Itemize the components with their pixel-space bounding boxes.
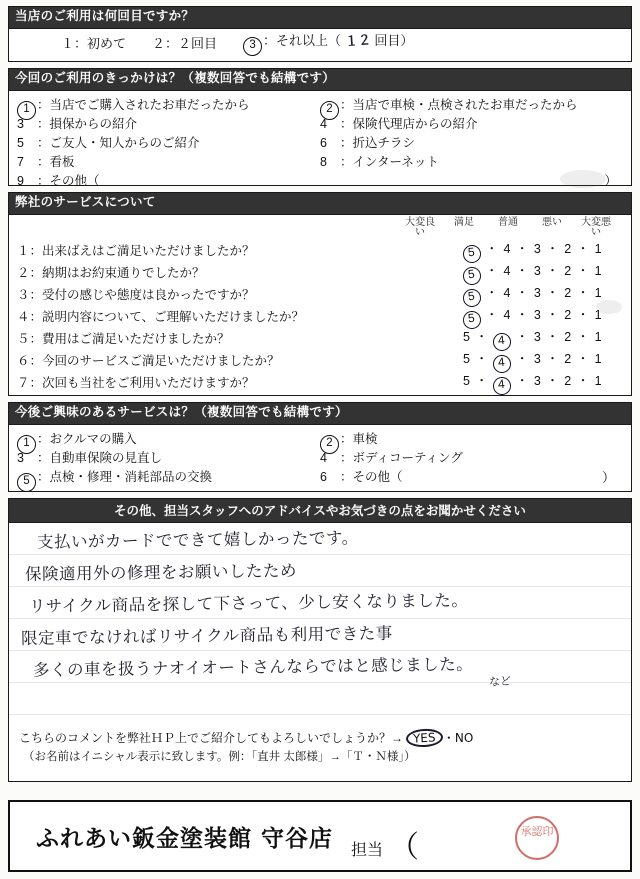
q1-title: 当店のご利用は何回目ですか？ [9, 7, 631, 29]
handwritten-line-2: 保険適用外の修理をお願いしたため [24, 561, 298, 584]
q3-row-6-v2[interactable]: 2 [564, 352, 573, 367]
q3-row-4-selected: 5 [462, 310, 482, 330]
table-row [17, 285, 623, 307]
table-row [17, 373, 623, 395]
hp-initial-note: （お名前はイニシャル表示に致します。例：「直井 太郎様」→「Ｔ・Ｎ様」） [23, 751, 416, 763]
q3-body [9, 215, 631, 401]
q3-row-6-v1[interactable]: 1 [594, 352, 603, 367]
hp-permission-row [9, 727, 631, 747]
q3-row-1-label: １：出来ばえはご満足いただけましたか？ [17, 244, 255, 259]
hp-permission-question: こちらのコメントを弊社ＨＰ上でご紹介してもよろしいでしょうか？→ [19, 731, 404, 745]
approval-stamp-icon: 承認印 [515, 816, 559, 860]
q1-option-3-label: ：それ以上（ [263, 32, 342, 48]
q4-option-6-number: 6 [320, 469, 327, 484]
hp-answer-no[interactable]: NO [454, 731, 474, 745]
q3-row-5-v1[interactable]: 1 [594, 330, 603, 345]
shop-footer [8, 800, 632, 872]
q4-option-5-number: 5 [17, 473, 36, 492]
q2-option-3-number: 3 [17, 116, 24, 131]
comments-title: その他、担当スタッフへのアドバイスやお気づきの点をお聞かせください [9, 499, 631, 523]
shop-name: ふれあい鈑金塗装館 守谷店 [36, 825, 334, 852]
table-row [17, 241, 623, 263]
question-service-rating [8, 192, 632, 396]
q3-row-1-selected: 5 [462, 244, 482, 264]
hp-answer-yes[interactable]: YES [406, 728, 443, 748]
q3-row-1-v1[interactable]: 1 [594, 242, 603, 257]
table-row [17, 307, 623, 329]
q1-options [9, 29, 631, 57]
q3-row-3-v3[interactable]: 3 [533, 286, 542, 301]
q4-option-6-label: ：その他（ [340, 469, 403, 484]
q1-option-1[interactable]: １：初めて [61, 36, 127, 52]
q3-row-1-scale[interactable]: 5 ・ 4 ・ 3 ・ 2 ・ 1 [463, 240, 623, 263]
q3-row-6-v5[interactable]: 5 [463, 352, 471, 367]
q4-option-5[interactable] [17, 468, 320, 487]
q4-right-column [320, 430, 623, 488]
q2-option-9-label: ：その他（ [37, 173, 100, 188]
q3-row-4-scale[interactable]: 5 ・ 4 ・ 3 ・ 2 ・ 1 [463, 306, 623, 329]
table-row [17, 351, 623, 373]
q2-option-2[interactable] [320, 96, 623, 115]
q2-option-2-number: 2 [320, 101, 339, 120]
q3-row-4-v4[interactable]: 4 [503, 308, 512, 323]
q2-option-8-number: 8 [320, 154, 327, 169]
free-comment-section [8, 498, 632, 782]
q3-row-2-v4[interactable]: 4 [503, 264, 512, 279]
q2-title: 今回のご利用のきっかけは？（複数回答でも結構です） [9, 69, 631, 91]
q1-handwritten-count: １２ [344, 32, 372, 50]
q2-option-4-label: ：保険代理店からの紹介 [340, 116, 478, 131]
q3-row-7-selected: 4 [493, 376, 513, 396]
q3-row-7-v5[interactable]: 5 [463, 374, 471, 389]
q3-scale-header-4: 悪い [542, 216, 562, 228]
q3-row-5-label: ５：費用はご満足いただけましたか？ [17, 332, 230, 347]
q3-scale-header-2: 満足 [454, 216, 474, 228]
q3-row-5-v2[interactable]: 2 [564, 330, 573, 345]
q3-row-7-scale[interactable]: 5 ・ 4 ・ 3 ・ 2 ・ 1 [463, 372, 623, 395]
q4-body [9, 425, 631, 494]
q4-title: 今後ご興味のあるサービスは？（複数回答でも結構です） [9, 403, 631, 425]
q3-row-3-label: ３：受付の感じや態度は良かったですか？ [17, 288, 255, 303]
table-row [17, 329, 623, 351]
q3-row-4-v2[interactable]: 2 [564, 308, 573, 323]
q3-scale-header-3: 普通 [498, 216, 518, 228]
q3-row-2-v3[interactable]: 3 [533, 264, 542, 279]
handwritten-comment-area[interactable] [9, 523, 631, 727]
question-visit-reason [8, 68, 632, 186]
q2-option-5-label: ：ご友人・知人からのご紹介 [37, 135, 200, 150]
q2-option-8-label: ：インターネット [340, 154, 439, 169]
q3-row-3-scale[interactable]: 5 ・ 4 ・ 3 ・ 2 ・ 1 [463, 284, 623, 307]
q3-row-5-v3[interactable]: 3 [533, 330, 542, 345]
staff-field-paren[interactable]: （ [389, 831, 420, 864]
q3-row-3-v1[interactable]: 1 [594, 286, 603, 301]
q3-row-6-scale[interactable]: 5 ・ 4 ・ 3 ・ 2 ・ 1 [463, 350, 623, 373]
q3-row-7-label: ７：次回も当社をご利用いただけますか？ [17, 376, 255, 391]
q4-option-6[interactable] [320, 468, 623, 487]
q4-option-2[interactable] [320, 430, 623, 449]
q3-row-5-selected: 4 [493, 332, 513, 352]
q2-option-7[interactable] [17, 153, 320, 172]
q3-scale-headers [17, 218, 623, 239]
q2-option-1-number: 1 [17, 101, 36, 120]
q2-option-1-label: ：当店でご購入されたお車だったから [37, 97, 250, 112]
q3-row-1-v4[interactable]: 4 [503, 242, 512, 257]
q3-scale-header-5: 大変悪い [581, 216, 611, 239]
q2-option-7-number: 7 [17, 154, 24, 169]
q2-option-3[interactable] [17, 115, 320, 134]
hp-answer-separator: ・ [442, 731, 455, 745]
q3-row-3-v2[interactable]: 2 [564, 286, 573, 301]
q3-row-6-v3[interactable]: 3 [533, 352, 542, 367]
q2-option-2-label: ：当店で車検・点検されたお車だったから [340, 97, 578, 112]
staff-label: 担当 [351, 842, 384, 859]
q2-option-7-label: ：看板 [37, 154, 75, 169]
q2-option-4-number: 4 [320, 116, 327, 131]
q2-option-6[interactable] [320, 134, 623, 153]
q2-option-8[interactable] [320, 153, 623, 172]
q2-option-6-label: ：折込チラシ [340, 135, 416, 150]
q2-option-9[interactable] [17, 172, 320, 191]
q4-option-4[interactable] [320, 449, 623, 468]
q4-option-2-label: ：車検 [340, 431, 378, 446]
q3-row-3-v4[interactable]: 4 [503, 286, 512, 301]
handwritten-line-3: リサイクル商品を探して下さって、少し安くなりました。 [28, 590, 469, 616]
q3-row-6-label: ６：今回のサービスご満足いただけましたか？ [17, 354, 280, 369]
handwritten-line-5: 多くの車を扱うナオイオートさんならではと感じました。 [32, 654, 474, 680]
q3-row-4-v3[interactable]: 3 [533, 308, 542, 323]
q3-row-4-v1[interactable]: 1 [594, 308, 603, 323]
q3-row-7-v1[interactable]: 1 [594, 374, 603, 389]
q2-body [9, 91, 631, 197]
q2-other-tail: ） [604, 173, 617, 188]
q3-row-7-v2[interactable]: 2 [564, 374, 573, 389]
question-visit-count [8, 6, 632, 62]
q2-option-5[interactable] [17, 134, 320, 153]
handwritten-inset-note: など [488, 674, 512, 689]
q4-option-5-label: ：点検・修理・消耗部品の交換 [37, 469, 213, 484]
q4-option-3-label: ：自動車保険の見直し [37, 450, 163, 465]
q3-row-3-selected: 5 [462, 288, 482, 308]
q3-row-2-v2[interactable]: 2 [564, 264, 573, 279]
q3-row-7-v3[interactable]: 3 [533, 374, 542, 389]
q2-option-3-label: ：損保からの紹介 [37, 116, 138, 131]
q4-option-1[interactable] [17, 430, 320, 449]
q4-option-1-number: 1 [17, 435, 36, 454]
q3-row-2-selected: 5 [462, 266, 482, 286]
q4-option-4-label: ：ボディコーティング [340, 450, 463, 465]
q2-option-4[interactable] [320, 115, 623, 134]
q1-option-2[interactable]: ２：２回目 [152, 36, 218, 52]
q2-option-6-number: 6 [320, 135, 327, 150]
question-future-interest [8, 402, 632, 492]
q4-option-3[interactable] [17, 449, 320, 468]
q4-option-4-number: 4 [320, 450, 327, 465]
q3-scale-header-1: 大変良い [405, 216, 435, 239]
q4-option-3-number: 3 [17, 450, 24, 465]
q1-option-3[interactable] [243, 30, 413, 56]
handwritten-line-1: 支払いがカードでできて嬉しかったです。 [36, 528, 359, 552]
q2-option-1[interactable] [17, 96, 320, 115]
table-row [17, 263, 623, 285]
q3-row-4-label: ４：説明内容について、ご理解いただけましたか？ [17, 310, 305, 325]
q3-row-5-scale[interactable]: 5 ・ 4 ・ 3 ・ 2 ・ 1 [463, 328, 623, 351]
q3-row-2-label: ２：納期はお約束通りでしたか？ [17, 266, 205, 281]
q3-row-5-v5[interactable]: 5 [463, 330, 471, 345]
q3-row-2-scale[interactable]: 5 ・ 4 ・ 3 ・ 2 ・ 1 [463, 262, 623, 285]
q2-option-9-number: 9 [17, 173, 24, 188]
handwritten-line-4: 限定車でなければリサイクル商品も利用できた事 [20, 623, 393, 648]
q3-row-1-v2[interactable]: 2 [564, 242, 573, 257]
q3-row-2-v1[interactable]: 1 [594, 264, 603, 279]
q4-option-2-number: 2 [320, 435, 339, 454]
q4-other-tail: ） [601, 469, 615, 485]
q4-option-1-label: ：おクルマの購入 [37, 431, 137, 446]
q2-option-5-number: 5 [17, 135, 24, 150]
q1-option-3-circle: 3 [243, 37, 262, 56]
q2-left-column [17, 96, 320, 191]
q1-option-3-tail: 回目） [374, 32, 414, 48]
q3-row-1-v3[interactable]: 3 [533, 242, 542, 257]
q2-right-column [320, 96, 623, 191]
q3-row-6-selected: 4 [493, 354, 513, 374]
hp-answer[interactable] [406, 729, 473, 747]
q3-title: 弊社のサービスについて [9, 193, 631, 215]
q4-left-column [17, 430, 320, 488]
